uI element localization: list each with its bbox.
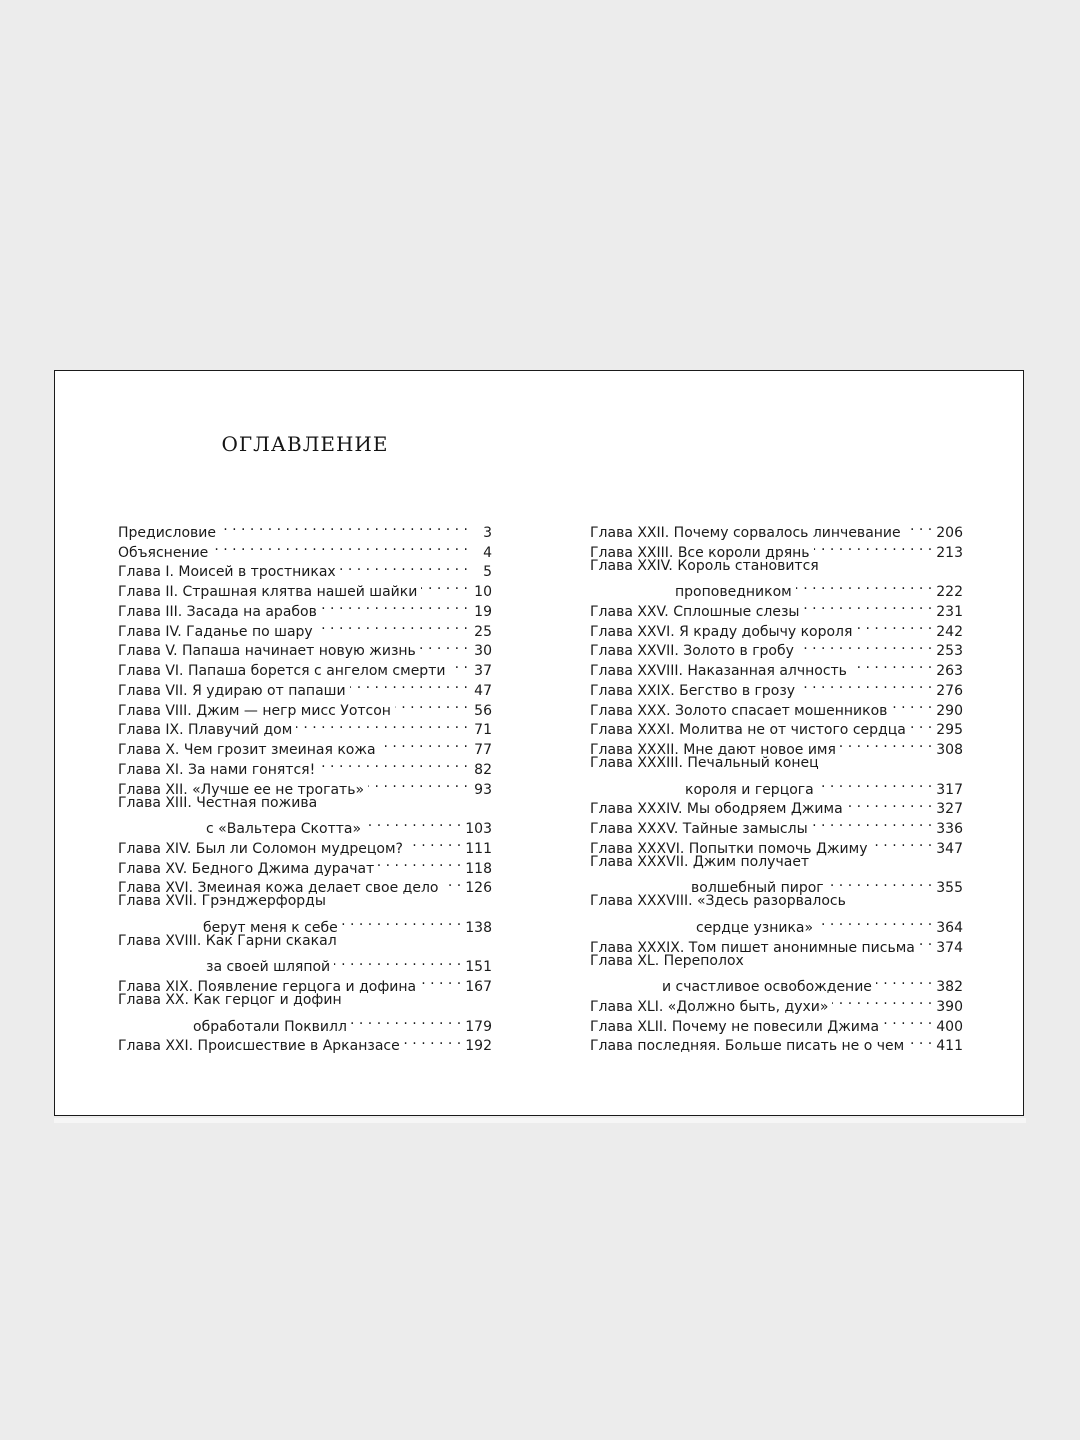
toc-entry — [590, 517, 963, 541]
toc-page-number: 317 — [936, 781, 963, 798]
dot-leader — [365, 813, 461, 833]
toc-page-number: 206 — [936, 524, 963, 541]
dot-leader — [351, 1011, 461, 1031]
toc-entry-title: Глава последняя. Больше писать не о чем — [590, 1038, 905, 1055]
toc-entry-title: Глава IV. Гаданье по шару — [118, 623, 313, 640]
toc-entry-title: Глава XXXV. Тайные замыслы — [590, 821, 808, 837]
toc-entry — [590, 754, 963, 798]
dot-leader — [798, 636, 932, 656]
toc-page-number: 400 — [936, 1018, 963, 1035]
toc-line — [118, 991, 492, 1011]
dot-leader — [319, 754, 468, 774]
toc-page-number: 179 — [465, 1018, 492, 1035]
toc-line — [118, 1011, 492, 1035]
toc-entry-title: Глава XV. Бедного Джима дурачат — [118, 860, 375, 877]
dot-leader — [395, 695, 468, 715]
dot-leader — [404, 1031, 462, 1051]
dot-leader — [342, 912, 462, 932]
toc-page-number: 327 — [936, 801, 963, 818]
dot-leader — [334, 952, 461, 972]
toc-page-number: 263 — [936, 663, 963, 679]
toc-page-number: 4 — [483, 544, 492, 561]
toc-page-number: 82 — [474, 761, 492, 778]
toc-entry-title: Глава XLI. «Должно быть, духи» — [590, 998, 829, 1015]
toc-entry-title: с «Вальтера Скотта» — [206, 821, 362, 837]
toc-entry — [118, 517, 492, 541]
toc-entry — [590, 892, 963, 936]
toc-page-number: 47 — [474, 682, 492, 699]
toc-entry-title: Глава VI. Папаша борется с ангелом смерти — [118, 663, 446, 679]
dot-leader — [856, 616, 932, 636]
toc-entry-title: Глава XVIII. Как Гарни скакал — [118, 932, 337, 949]
toc-entry-title: Глава XVII. Грэнджерфорды — [118, 893, 326, 910]
toc-page-number: 167 — [465, 979, 492, 995]
dot-leader — [847, 794, 933, 814]
toc-line — [118, 932, 492, 952]
toc-line — [590, 912, 963, 936]
dot-leader — [350, 675, 468, 695]
toc-entry-title: и счастливое освобождение — [662, 979, 872, 995]
toc-page-number: 295 — [936, 722, 963, 739]
dot-leader — [420, 971, 461, 991]
toc-entry-title: Глава VIII. Джим — негр мисс Уотсон — [118, 702, 391, 719]
dot-leader — [832, 991, 932, 1011]
toc-line — [590, 754, 963, 774]
dot-leader — [812, 813, 933, 833]
toc-page-number: 411 — [936, 1038, 963, 1055]
toc-entry-title: Объяснение — [118, 544, 209, 561]
toc-right-column — [590, 517, 963, 1055]
dot-leader — [407, 833, 461, 853]
dot-leader — [876, 971, 932, 991]
toc-entry-title: Глава XIII. Честная пожива — [118, 794, 318, 811]
dot-leader — [368, 774, 468, 794]
toc-page-number: 382 — [936, 979, 963, 995]
toc-page-number: 213 — [936, 544, 963, 561]
toc-entry-title: за своей шляпой — [206, 959, 331, 976]
toc-page-number: 3 — [483, 524, 492, 541]
toc-line — [590, 892, 963, 912]
toc-left-column — [118, 517, 492, 1055]
page-edge — [54, 1118, 1026, 1123]
toc-entry-title: обработали Поквилл — [193, 1018, 347, 1035]
dot-leader — [814, 537, 933, 557]
dot-leader — [442, 873, 461, 893]
toc-entry-title: Глава XXII. Почему сорвалось линчевание — [590, 524, 901, 541]
dot-leader — [378, 853, 461, 873]
toc-entry-title: Глава IX. Плавучий дом — [118, 722, 293, 739]
toc-page-number: 253 — [936, 643, 963, 660]
toc-page-number: 56 — [474, 702, 492, 719]
toc-line — [590, 517, 963, 541]
toc-entry-title: Глава XXIX. Бегство в грозу — [590, 682, 796, 699]
toc-entry-title: Глава XXXIX. Том пишет анонимные письма — [590, 939, 915, 956]
toc-entry — [118, 932, 492, 976]
toc-entry-title: Глава XXI. Происшествие в Арканзасе — [118, 1038, 400, 1055]
toc-entry-title: волшебный пирог — [691, 880, 824, 897]
toc-entry-title: Глава X. Чем грозит змеиная кожа — [118, 742, 376, 758]
dot-leader — [828, 873, 933, 893]
toc-entry-title: Глава II. Страшная клятва нашей шайки — [118, 584, 418, 600]
dot-leader — [908, 1031, 932, 1051]
toc-page-number: 30 — [474, 643, 492, 660]
toc-entry-title: короля и герцога — [685, 781, 814, 798]
dot-leader — [799, 675, 932, 695]
toc-entry-title: Глава XXXI. Молитва не от чистого сердца — [590, 722, 906, 739]
toc-entry-title: Глава V. Папаша начинает новую жизнь — [118, 643, 416, 660]
toc-page-number: 103 — [465, 821, 492, 837]
dot-leader — [340, 557, 468, 577]
toc-line — [118, 517, 492, 541]
toc-entry — [118, 794, 492, 837]
toc-entry-title: Глава XVI. Змеиная кожа делает свое дело — [118, 880, 439, 897]
toc-entry-title: Глава XXXII. Мне дают новое имя — [590, 742, 836, 758]
toc-page-number: 19 — [474, 603, 492, 620]
toc-page-number: 10 — [474, 584, 492, 600]
toc-page-number: 192 — [465, 1038, 492, 1055]
toc-page-number: 308 — [936, 742, 963, 758]
toc-entry-title: сердце узника» — [696, 919, 814, 936]
dot-leader — [420, 636, 468, 656]
toc-entry-title: берут меня к себе — [203, 919, 338, 936]
toc-entry-title: Глава XXXVIII. «Здесь разорвалось — [590, 893, 846, 910]
toc-line — [590, 774, 963, 798]
toc-page-number: 231 — [936, 603, 963, 620]
toc-page-number: 374 — [936, 939, 963, 956]
toc-entry-title: Глава XXX. Золото спасает мошенников — [590, 702, 888, 719]
toc-entry-title: Глава XXVIII. Наказанная алчность — [590, 663, 847, 679]
toc-line — [590, 873, 963, 897]
toc-page-number: 5 — [483, 564, 492, 581]
toc-page-number: 37 — [474, 663, 492, 679]
toc-page-number: 355 — [936, 880, 963, 897]
toc-entry — [590, 853, 963, 897]
toc-line — [590, 576, 963, 600]
toc-entry-title: Глава XXXIV. Мы ободряем Джима — [590, 801, 843, 818]
toc-line — [590, 971, 963, 995]
dot-leader — [840, 734, 932, 754]
toc-page-number: 364 — [936, 919, 963, 936]
toc-entry-title: Глава XXXIII. Печальный конец — [590, 755, 819, 771]
toc-page-number: 25 — [474, 623, 492, 640]
toc-entry-title: Глава VII. Я удираю от папаши — [118, 682, 346, 699]
dot-leader — [905, 517, 933, 537]
toc-entry-title: Глава XXIII. Все короли дрянь — [590, 544, 810, 561]
dot-leader — [818, 774, 933, 794]
toc-page-number: 126 — [465, 880, 492, 897]
toc-line — [118, 813, 492, 837]
toc-line — [118, 952, 492, 976]
toc-page-number: 222 — [936, 584, 963, 600]
dot-leader — [919, 932, 932, 952]
dot-leader — [449, 655, 468, 675]
dot-leader — [803, 596, 932, 616]
toc-entry-title: Глава XL. Переполох — [590, 952, 744, 969]
toc-line — [590, 557, 963, 577]
toc-entry-title: Глава XXV. Сплошные слезы — [590, 603, 800, 620]
toc-page-number: 151 — [465, 959, 492, 976]
dot-leader — [380, 734, 468, 754]
toc-page-number: 347 — [936, 840, 963, 857]
toc-line — [590, 853, 963, 873]
dot-leader — [220, 517, 468, 537]
dot-leader — [851, 655, 932, 675]
toc-entry-title: Глава XXVI. Я краду добычу короля — [590, 623, 853, 640]
toc-entry-title: Глава III. Засада на арабов — [118, 603, 317, 620]
toc-page-number: 71 — [474, 722, 492, 739]
toc-entry-title: Глава XIX. Появление герцога и дофина — [118, 979, 417, 995]
dot-leader — [817, 912, 932, 932]
toc-page-number: 336 — [936, 821, 963, 837]
toc-page-number: 111 — [465, 840, 492, 857]
toc-page-number: 93 — [474, 781, 492, 798]
toc-entry-title: Глава XX. Как герцог и дофин — [118, 992, 342, 1008]
toc-page-number: 290 — [936, 702, 963, 719]
toc-line — [118, 794, 492, 814]
toc-entry-title: Глава XXVII. Золото в гробу — [590, 643, 794, 660]
toc-entry-title: Глава XII. «Лучше ее не трогать» — [118, 781, 365, 798]
toc-entry-title: Глава XI. За нами гонятся! — [118, 761, 316, 778]
toc-page-number: 276 — [936, 682, 963, 699]
toc-entry-title: проповедником — [675, 584, 792, 600]
dot-leader — [872, 833, 933, 853]
toc-entry-title: Глава XXXVII. Джим получает — [590, 853, 810, 870]
toc-entry-title: Глава XIV. Был ли Соломон мудрецом? — [118, 840, 403, 857]
dot-leader — [296, 715, 468, 735]
dot-leader — [317, 616, 468, 636]
toc-line — [118, 912, 492, 936]
toc-page-number: 138 — [465, 919, 492, 936]
toc-entry-title: Глава XXXVI. Попытки помочь Джиму — [590, 840, 868, 857]
dot-leader — [891, 695, 932, 715]
dot-leader — [421, 576, 468, 596]
dot-leader — [883, 1011, 932, 1031]
toc-entry — [590, 557, 963, 600]
toc-page-number: 77 — [474, 742, 492, 758]
toc-title: ОГЛАВЛЕНИЕ — [221, 432, 389, 456]
dot-leader — [321, 596, 468, 616]
dot-leader — [796, 576, 933, 596]
toc-entry-title: Предисловие — [118, 524, 216, 541]
dot-leader — [910, 715, 932, 735]
toc-entry-title: Глава I. Моисей в тростниках — [118, 564, 336, 581]
toc-entry — [118, 991, 492, 1035]
toc-entry-title: Глава XLII. Почему не повесили Джима — [590, 1018, 880, 1035]
toc-page-number: 242 — [936, 623, 963, 640]
toc-page-number: 390 — [936, 998, 963, 1015]
toc-page-number: 118 — [465, 860, 492, 877]
toc-entry-title: Глава XXIV. Король становится — [590, 557, 819, 574]
dot-leader — [212, 537, 468, 557]
